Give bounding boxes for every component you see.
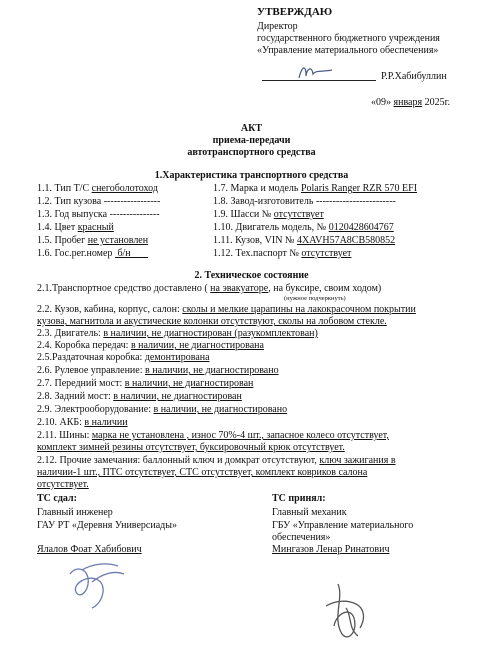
receiver-title: ТС принял: — [272, 493, 326, 504]
item-2-11-cont: комплект зимней резины отсутствует, буксировочный крюк отсутствует. — [37, 442, 345, 453]
sender-title: ТС сдал: — [37, 493, 77, 504]
director-signature — [296, 62, 336, 84]
approve-date — [371, 97, 450, 109]
item-2-1-note: (нужное подчеркнуть) — [284, 295, 346, 302]
item-2-6: 2.6. Рулевое управление: в наличии, не диагностировано — [37, 365, 279, 376]
sender-signature — [62, 560, 142, 615]
item-2-1: 2.1.Транспортное средство доставлено ( на эвакуаторе, на буксире, своим ходом) — [37, 283, 382, 294]
date-day: «09» — [371, 97, 391, 108]
approve-title: УТВЕРЖДАЮ — [257, 6, 333, 18]
approve-org-line2: «Управление материального обеспечения» — [257, 45, 439, 56]
item-2-7: 2.7. Передний мост: в наличии, не диагностирован — [37, 378, 254, 389]
act-subtitle: приема-передачи — [212, 135, 291, 146]
item-2-8: 2.8. Задний мост: в наличии, не диагностирован — [37, 391, 242, 402]
date-month: января — [393, 97, 423, 108]
item-2-9: 2.9. Электрооборудование: в наличии, не диагностировано — [37, 404, 288, 415]
receiver-org-2: обеспечения» — [272, 532, 331, 543]
item-2-4: 2.4. Коробка передач: в наличии, не диагностирована — [37, 340, 264, 351]
field-passport: 1.12. Тех.паспорт № отсутствует — [213, 248, 352, 259]
item-2-12-end: отсутствует. — [37, 479, 89, 490]
field-color: 1.4. Цвет красный — [37, 222, 114, 233]
field-make-model: 1.7. Марка и модель Polaris Ranger RZR 570 EFI — [213, 183, 418, 194]
date-year: 2025г. — [424, 97, 451, 108]
item-2-11: 2.11. Шины: марка не установлена , износ 70%-4 шт., запасное колесо отсутствует, — [37, 430, 389, 441]
item-2-12: 2.12. Прочие замечания: баллонный ключ и домкрат отсутствуют, ключ зажигания в — [37, 455, 396, 466]
field-manufacturer: 1.8. Завод-изготовитель ------------------------ — [213, 196, 396, 207]
item-2-10: 2.10. АКБ: в наличии — [37, 417, 128, 428]
item-2-2-cont: кузова, магнитола и акустические колонки отсутствуют, сколы на лобовом стекле. — [37, 316, 387, 327]
item-2-12-cont: наличии-1 шт., ПТС отсутствует, СТС отсутствует, комплект ковриков салона — [37, 467, 368, 478]
field-body-type: 1.2. Тип кузова ----------------- — [37, 196, 161, 207]
sender-name: Ялалов Фоат Хабибович — [37, 544, 142, 555]
approve-position: Директор — [257, 21, 298, 32]
sender-role: Главный инженер — [37, 507, 113, 518]
field-plate: 1.6. Гос.рег.номер б/н — [37, 248, 149, 259]
field-vehicle-type: 1.1. Тип Т/С снегоболотоход — [37, 183, 158, 194]
receiver-role: Главный механик — [272, 507, 347, 518]
approve-name: Р.Р.Хабибуллин — [381, 71, 447, 82]
section2-title: 2. Техническое состояние — [194, 270, 309, 281]
act-title: АКТ — [240, 123, 263, 134]
receiver-org-1: ГБУ «Управление материального — [272, 520, 414, 531]
item-2-2: 2.2. Кузов, кабина, корпус, салон: сколы и мелкие царапины на лакокрасочном покрытии — [37, 304, 416, 315]
approve-org-line1: государственного бюджетного учреждения — [257, 33, 440, 44]
section1-title: 1.Характеристика транспортного средства — [154, 170, 349, 181]
item-2-3: 2.3. Двигатель: в наличии, не диагностирован (разукомплектован) — [37, 328, 318, 339]
act-subtitle-2: автотранспортного средства — [187, 147, 316, 158]
sender-org: ГАУ РТ «Деревня Универсиады» — [37, 520, 177, 531]
field-year: 1.3. Год выпуска --------------- — [37, 209, 160, 220]
item-2-5: 2.5.Раздаточная коробка: демонтирована — [37, 352, 210, 363]
field-chassis: 1.9. Шасси № отсутствует — [213, 209, 324, 220]
receiver-signature — [318, 578, 378, 644]
field-engine: 1.10. Двигатель модель, № 0120428604767 — [213, 222, 394, 233]
receiver-name: Мингазов Ленар Ринатович — [272, 544, 390, 555]
field-mileage: 1.5. Пробег не установлен — [37, 235, 149, 246]
field-vin: 1.11. Кузов, VIN № 4XAVH57A8CB580852 — [213, 235, 396, 246]
